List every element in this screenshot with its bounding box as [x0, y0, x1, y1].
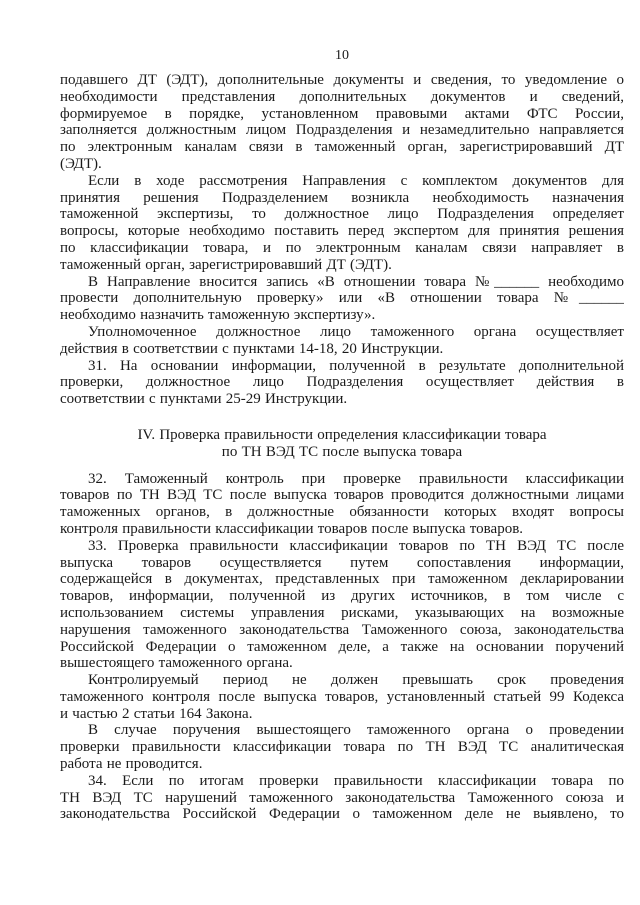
paragraph	[60, 324, 624, 358]
text-line: проверки правильности классификации товара по ТН ВЭД ТС аналитическая	[60, 739, 624, 756]
text-line: В случае поручения вышестоящего таможенного органа о проведении	[88, 722, 624, 739]
text-line: контроля правильности классификации товаров после выпуска товаров.	[60, 520, 524, 537]
page-number: 10	[335, 48, 349, 63]
paragraph	[60, 173, 624, 274]
text-line: 31. На основании информации, полученной в результате дополнительной	[88, 357, 624, 374]
text-line: ТН ВЭД ТС нарушений таможенного законодательства Таможенного союза и	[60, 789, 624, 806]
text-line: таможенной экспертизы, то должностное лицо Подразделения определяет	[60, 206, 624, 223]
paragraph	[60, 773, 624, 823]
text-line: 32. Таможенный контроль при проверке правильности классификации	[88, 470, 624, 487]
text-line: Российской Федерации о таможенном деле, а также на основании поручений	[60, 638, 624, 655]
paragraph	[60, 358, 624, 408]
text-line: (ЭДТ).	[60, 155, 102, 172]
text-line: 34. Если по итогам проверки правильности классификации товара по	[88, 772, 624, 789]
text-line: работа не проводится.	[60, 756, 203, 773]
text-line: проверки, должностное лицо Подразделения осуществляет действия в	[60, 374, 624, 391]
text-line: и частью 2 статьи 164 Закона.	[60, 705, 253, 722]
text-line: товаров по ТН ВЭД ТС после выпуска товаров проводится должностными лицами	[60, 487, 624, 504]
text-line: содержащейся в документах, представленных при таможенном декларировании	[60, 571, 624, 588]
text-line: нарушения таможенного законодательства Таможенного союза, законодательства	[60, 621, 624, 638]
text-line: провести дополнительную проверку» или «В отношении товара №______	[60, 290, 624, 307]
text-line: выпуска товаров осуществляется путем сопоставления информации,	[60, 554, 624, 571]
text-line: принятия решения Подразделением возникла необходимость назначения	[60, 189, 624, 206]
text-line: товаров, информации, полученной из других источников, в том числе с	[60, 588, 624, 605]
text-line: по электронным каналам связи в таможенный орган, зарегистрировавший ДТ	[60, 139, 624, 156]
text-line: вышестоящего таможенного органа.	[60, 655, 293, 672]
text-line: 33. Проверка правильности классификации товаров по ТН ВЭД ТС после	[88, 537, 624, 554]
text-line: таможенный орган, зарегистрировавший ДТ (ЭДТ).	[60, 256, 392, 273]
text-line: соответствии с пунктами 25-29 Инструкции.	[60, 391, 348, 408]
text-line: вопросы, которые необходимо поставить перед экспертом для принятия решения	[60, 223, 624, 240]
paragraph	[60, 471, 624, 538]
text-line: необходимости представления дополнительных документов и сведений,	[60, 88, 624, 105]
paragraph	[60, 274, 624, 324]
paragraph	[60, 722, 624, 772]
text-line: Если в ходе рассмотрения Направления с комплектом документов для	[88, 172, 624, 189]
text-line: необходимо назначить таможенную экспертизу».	[60, 307, 376, 324]
text-line: использованием системы управления рисками, указывающих на возможные	[60, 604, 624, 621]
text-line: заполняется должностным лицом Подразделения и незамедлительно направляется	[60, 122, 624, 139]
text-line: таможенных органов, в должностные обязанности которых входят вопросы	[60, 504, 624, 521]
paragraph	[60, 72, 624, 173]
text-line: формируемое в порядке, установленном правовыми актами ФТС России,	[60, 105, 624, 122]
text-line: действия в соответствии с пунктами 14-18, 20 Инструкции.	[60, 340, 444, 357]
paragraph	[60, 672, 624, 722]
heading-line: IV. Проверка правильности определения классификации товара	[137, 426, 547, 443]
text-line: В Направление вносится запись «В отношении товара №______ необходимо	[88, 273, 624, 290]
heading-line: по ТН ВЭД ТС после выпуска товара	[221, 443, 463, 460]
text-line: по классификации товара, и по электронным каналам связи направляет в	[60, 239, 624, 256]
text-line: подавшего ДТ (ЭДТ), дополнительные документы и сведения, то уведомление о	[60, 72, 624, 88]
document-body	[60, 72, 624, 823]
text-line: Уполномоченное должностное лицо таможенного органа осуществляет	[88, 323, 624, 340]
text-line: Контролируемый период не должен превышать срок проведения	[88, 672, 624, 689]
paragraph	[60, 538, 624, 672]
section-heading	[60, 427, 624, 461]
text-line: таможенного контроля после выпуска товаров, установленный статьей 99 Кодекса	[60, 688, 624, 705]
text-line: законодательства Российской Федерации о таможенном деле не выявлено, то	[60, 806, 624, 823]
